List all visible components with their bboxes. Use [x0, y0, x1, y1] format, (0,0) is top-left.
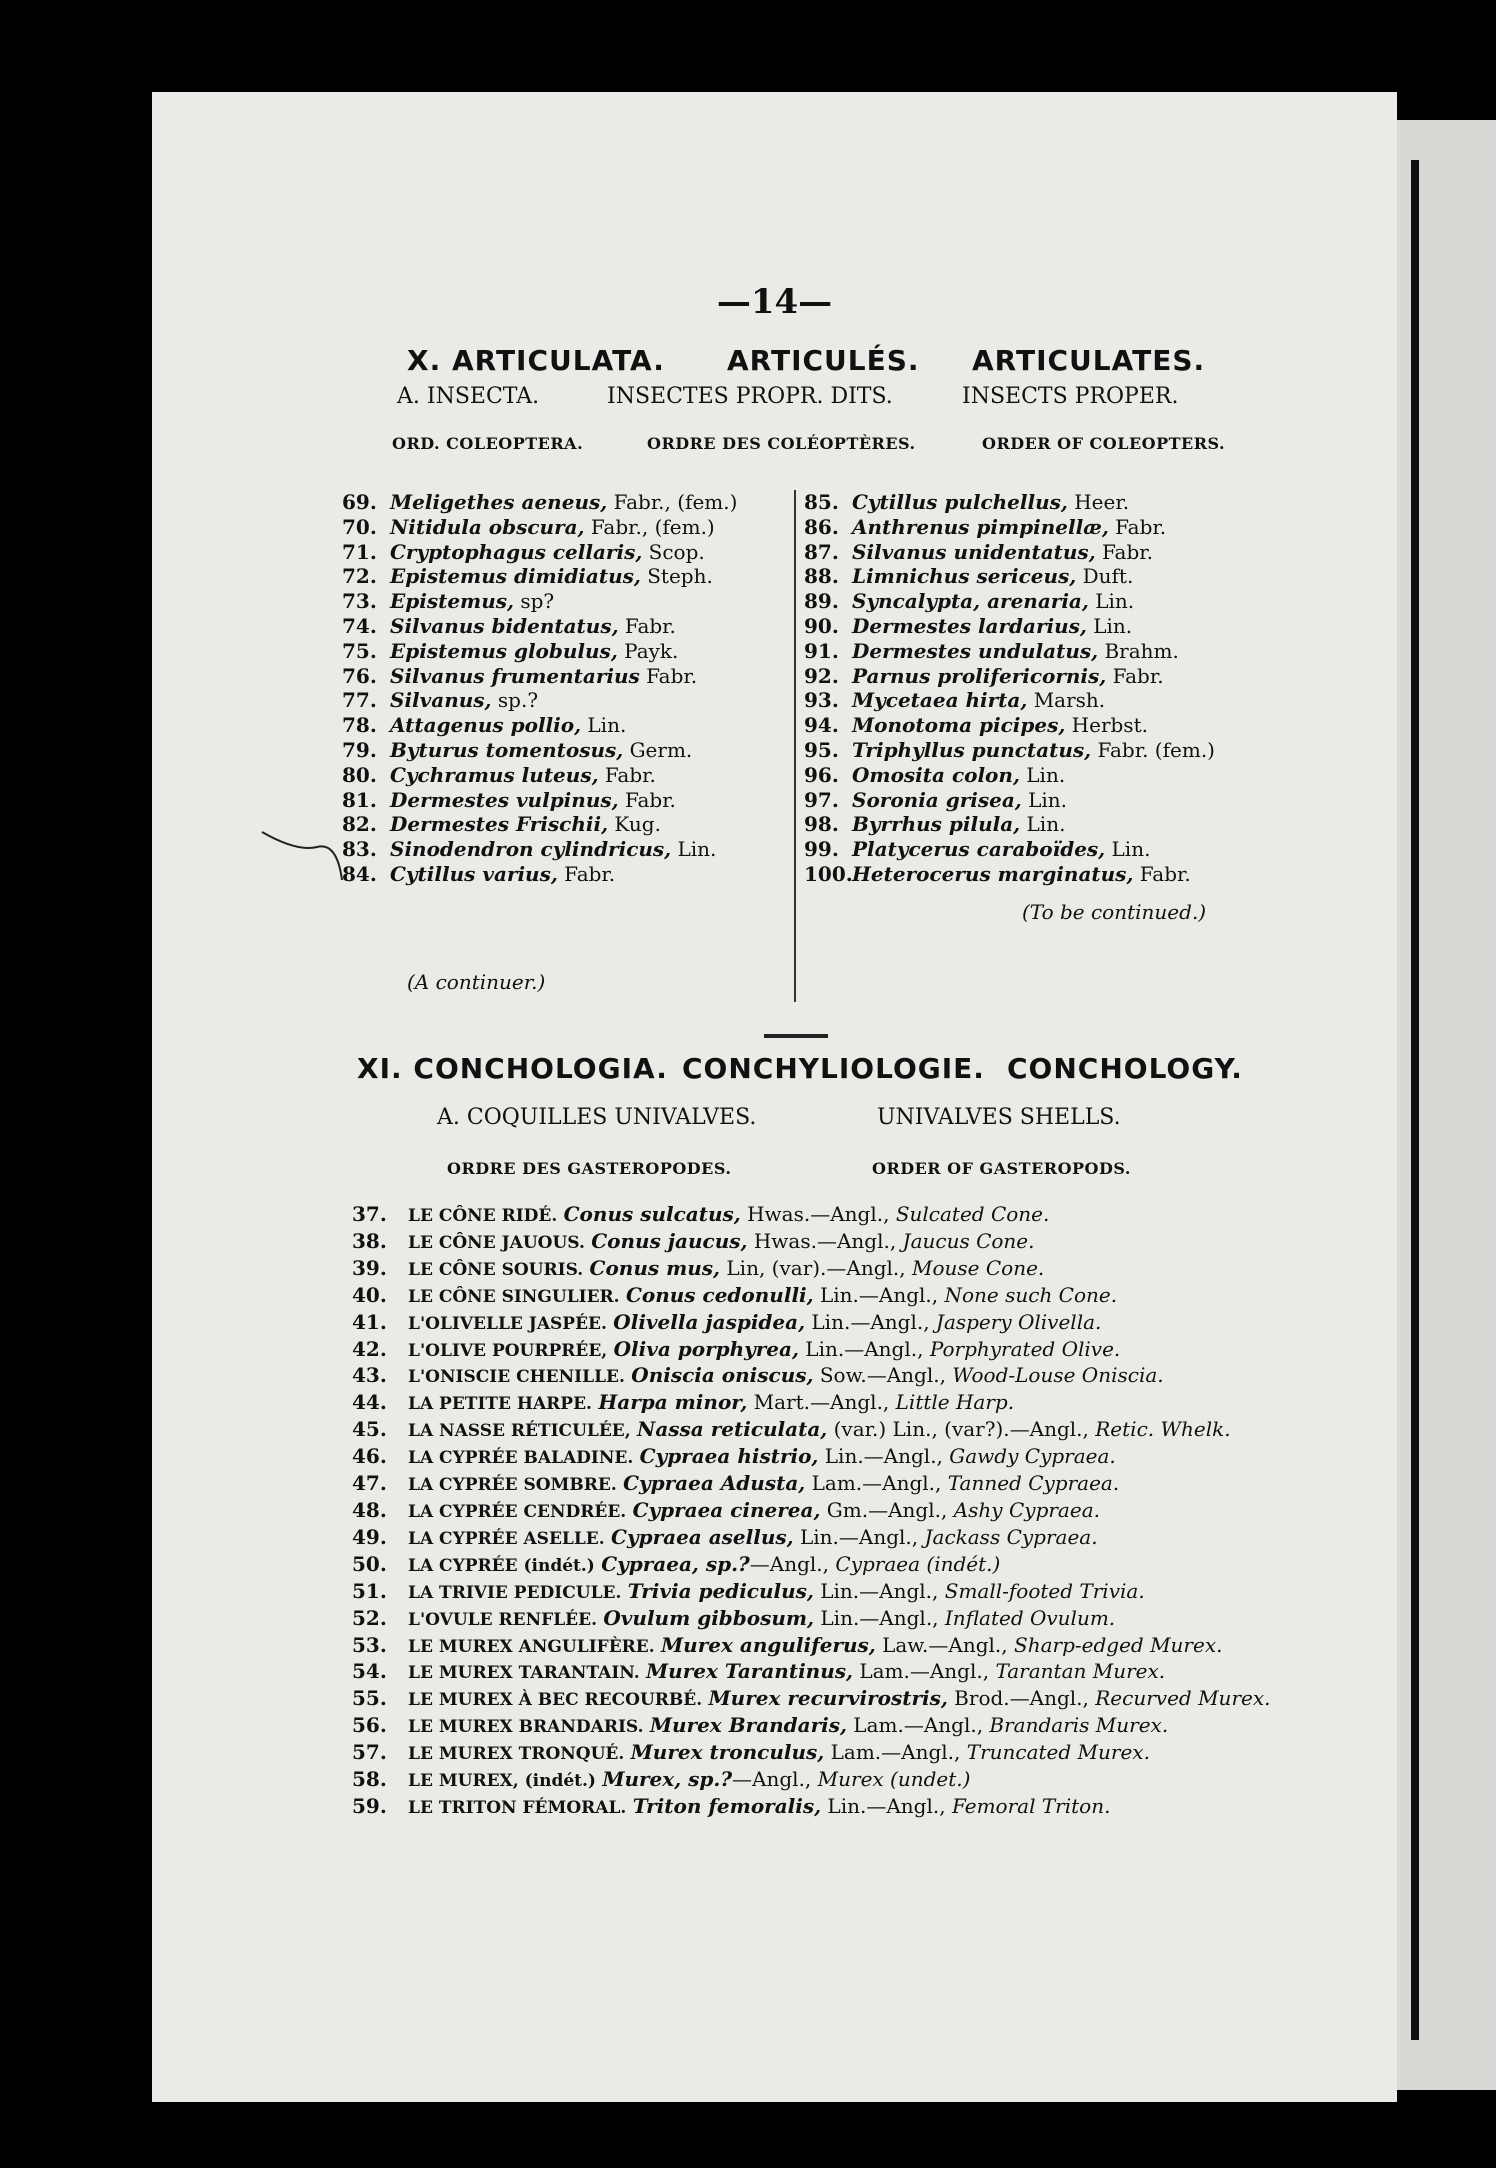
species-author: Fabr., (fem.) [607, 490, 738, 514]
latin-name: Cypraea histrio, [639, 1444, 819, 1469]
species-name: Silvanus frumentarius [390, 663, 640, 688]
species-author: Lin. [1088, 589, 1135, 614]
section-x-title-latin: X. ARTICULATA. [407, 344, 665, 377]
adjacent-page-edge [1397, 120, 1496, 2090]
species-author: Lin. [671, 837, 717, 862]
list-item [352, 1202, 1270, 1229]
species-author: Fabr. [557, 861, 616, 886]
list-item [352, 1229, 1270, 1256]
list-item [342, 490, 737, 515]
species-author: Fabr. [639, 663, 698, 688]
species-name: Epistemus, [390, 589, 514, 614]
english-name: Porphyrated Olive. [929, 1336, 1121, 1361]
list-item [804, 812, 1215, 837]
entry-number: 48. [352, 1497, 387, 1522]
authority: —Angl., [749, 1551, 836, 1576]
species-author: Kug. [608, 812, 661, 837]
entry-number: 59. [352, 1793, 387, 1818]
authority: Lin.—Angl., [805, 1309, 936, 1334]
list-item [352, 1283, 1270, 1310]
species-author: Lin. [1019, 762, 1066, 787]
english-name: Recurved Murex. [1095, 1686, 1271, 1711]
binding-edge [1411, 160, 1419, 2040]
species-author: Scop. [642, 539, 705, 564]
list-item [804, 688, 1215, 713]
shells-list [352, 1202, 1270, 1821]
entry-number: 50. [352, 1551, 387, 1576]
species-name: Soronia grisea, [852, 787, 1022, 812]
section-x-order-latin: ORD. COLEOPTERA. [392, 434, 584, 453]
french-name: LE MUREX, (indét.) [408, 1771, 596, 1792]
entry-number: 39. [352, 1255, 387, 1280]
french-name: LE CÔNE JAUOUS. [408, 1232, 585, 1253]
french-name: LE CÔNE SINGULIER. [408, 1286, 620, 1307]
species-name: Epistemus dimidiatus, [390, 564, 641, 589]
entry-number: 73. [342, 589, 377, 614]
authority: —Angl., [732, 1767, 818, 1792]
french-name: L'OLIVE POURPRÉE, [408, 1340, 608, 1361]
species-author: Lin. [1020, 812, 1066, 837]
species-author: Lin. [1021, 787, 1068, 812]
species-name: Sinodendron cylindricus, [390, 837, 672, 862]
species-name: Byturus tomentosus, [390, 737, 624, 762]
entry-number: 82. [342, 812, 377, 837]
list-item [352, 1525, 1270, 1552]
list-item [342, 862, 737, 887]
list-item [352, 1552, 1270, 1579]
entry-number: 89. [804, 589, 839, 614]
authority: Lam.—Angl., [824, 1740, 967, 1765]
species-name: Omosita colon, [852, 762, 1020, 787]
species-name: Anthrenus pimpinellæ, [852, 514, 1109, 539]
species-author: Duft. [1076, 564, 1134, 589]
species-author: Heer. [1067, 490, 1130, 514]
entry-number: 75. [342, 638, 377, 663]
latin-name: Murex, sp.? [602, 1767, 733, 1792]
species-name: Limnichus sericeus, [852, 564, 1077, 589]
list-item [352, 1794, 1270, 1821]
list-item [342, 564, 737, 589]
species-name: Parnus prolifericornis, [852, 663, 1107, 688]
species-name: Monotoma picipes, [852, 713, 1066, 738]
entry-number: 74. [342, 613, 377, 638]
latin-name: Conus jaucus, [591, 1228, 748, 1253]
entry-number: 85. [804, 490, 839, 514]
insects-left-column [342, 490, 737, 887]
english-name: Ashy Cypraea. [953, 1497, 1100, 1522]
english-name: None such Cone. [944, 1282, 1118, 1307]
latin-name: Murex Tarantinus, [646, 1659, 853, 1684]
species-author: Steph. [640, 564, 713, 589]
entry-number: 76. [342, 663, 377, 688]
list-item [342, 713, 737, 738]
authority: Hwas.—Angl., [740, 1202, 896, 1226]
english-name: Cypraea (indét.) [835, 1551, 1001, 1576]
list-item [342, 738, 737, 763]
latin-name: Cypraea cinerea, [632, 1497, 821, 1522]
list-item [342, 763, 737, 788]
english-name: Mouse Cone. [912, 1255, 1045, 1280]
french-name: LE CÔNE RIDÉ. [408, 1206, 558, 1226]
authority: Lin.—Angl., [813, 1282, 945, 1307]
list-item [342, 812, 737, 837]
english-name: Femoral Triton. [951, 1793, 1111, 1818]
species-name: Dermestes undulatus, [852, 638, 1099, 663]
french-name: LA TRIVIE PEDICULE. [408, 1582, 622, 1603]
section-xi-order-en: ORDER OF GASTEROPODS. [872, 1159, 1131, 1178]
entry-number: 80. [342, 762, 377, 787]
list-item [804, 664, 1215, 689]
entry-number: 55. [352, 1686, 387, 1711]
list-item [342, 837, 737, 862]
entry-number: 94. [804, 713, 839, 738]
entry-number: 44. [352, 1390, 387, 1415]
section-xi-sub-fr: A. COQUILLES UNIVALVES. [437, 1105, 757, 1130]
entry-number: 52. [352, 1605, 387, 1630]
section-x-sub-en: INSECTS PROPER. [962, 384, 1179, 409]
french-name: LA CYPRÉE SOMBRE. [408, 1475, 617, 1496]
species-name: Silvanus bidentatus, [390, 613, 619, 638]
species-author: Fabr. [618, 787, 676, 812]
list-item [352, 1310, 1270, 1337]
species-name: Cryptophagus cellaris, [390, 539, 643, 564]
list-item [352, 1444, 1270, 1471]
authority: Lam.—Angl., [852, 1659, 996, 1684]
continue-note-fr: (A continuer.) [407, 970, 546, 994]
list-item [352, 1686, 1270, 1713]
section-x-title-en: ARTICULATES. [972, 344, 1206, 377]
list-item [352, 1740, 1270, 1767]
latin-name: Murex anguliferus, [661, 1632, 876, 1657]
list-item [352, 1363, 1270, 1390]
species-author: Fabr. [1133, 861, 1191, 886]
entry-number: 86. [804, 514, 839, 539]
latin-name: Harpa minor, [598, 1390, 748, 1415]
french-name: LE CÔNE SOURIS. [408, 1259, 584, 1280]
entry-number: 72. [342, 564, 377, 589]
entry-number: 38. [352, 1228, 387, 1253]
section-x-order-fr: ORDRE DES COLÉOPTÈRES. [647, 434, 916, 453]
list-item [352, 1256, 1270, 1283]
section-x-sub-fr: INSECTES PROPR. DITS. [607, 384, 893, 409]
french-name: LA CYPRÉE BALADINE. [408, 1448, 634, 1469]
species-name: Platycerus caraboïdes, [852, 837, 1106, 862]
entry-number: 84. [342, 861, 377, 886]
entry-number: 97. [804, 787, 839, 812]
species-author: Fabr. [1095, 539, 1153, 564]
list-item [804, 862, 1215, 887]
list-item [352, 1417, 1270, 1444]
french-name: LE MUREX ANGULIFÈRE. [408, 1636, 655, 1657]
species-name: Dermestes vulpinus, [390, 787, 619, 812]
latin-name: Murex recurvirostris, [708, 1686, 948, 1711]
list-item [352, 1606, 1270, 1633]
species-name: Heterocerus marginatus, [852, 861, 1134, 886]
english-name: Gawdy Cypraea. [949, 1444, 1116, 1469]
english-name: Tarantan Murex. [995, 1659, 1166, 1684]
entry-number: 57. [352, 1740, 387, 1765]
continue-note-en: (To be continued.) [1022, 900, 1207, 924]
latin-name: Ovulum gibbosum, [603, 1605, 815, 1630]
entry-number: 49. [352, 1524, 387, 1549]
section-xi-title-fr: CONCHYLIOLOGIE. [682, 1052, 985, 1085]
section-xi-title-en: CONCHOLOGY. [1007, 1052, 1243, 1085]
section-divider [764, 1034, 828, 1038]
latin-name: Triton femoralis, [632, 1793, 822, 1818]
authority: Lin, (var).—Angl., [720, 1255, 913, 1280]
french-name: L'ONISCIE CHENILLE. [408, 1367, 625, 1388]
english-name: Inflated Ovulum. [944, 1605, 1116, 1630]
latin-name: Conus mus, [589, 1255, 721, 1280]
entry-number: 40. [352, 1282, 387, 1307]
species-name: Epistemus globulus, [390, 638, 618, 663]
authority: Law.—Angl., [875, 1632, 1014, 1657]
species-author: Fabr. (fem.) [1091, 737, 1215, 762]
english-name: Tanned Cypraea. [947, 1471, 1120, 1496]
entry-number: 83. [342, 837, 377, 862]
list-item [352, 1713, 1270, 1740]
list-item [342, 788, 737, 813]
latin-name: Olivella jaspidea, [613, 1309, 806, 1334]
latin-name: Cypraea, sp.? [601, 1551, 750, 1576]
species-name: Mycetaea hirta, [852, 688, 1028, 713]
species-name: Dermestes lardarius, [852, 613, 1087, 638]
entry-number: 99. [804, 837, 839, 862]
authority: (var.) Lin., (var?).—Angl., [827, 1417, 1096, 1442]
authority: Lin.—Angl., [818, 1444, 950, 1469]
entry-number: 42. [352, 1336, 387, 1361]
species-name: Byrrhus pilula, [852, 812, 1021, 837]
list-item [342, 639, 737, 664]
species-author: sp? [513, 589, 555, 614]
latin-name: Cypraea Adusta, [623, 1471, 806, 1496]
entry-number: 95. [804, 737, 839, 762]
list-item [352, 1390, 1270, 1417]
list-item [342, 540, 737, 565]
list-item [342, 688, 737, 713]
english-name: Jaucus Cone. [902, 1228, 1035, 1253]
entry-number: 93. [804, 688, 839, 713]
latin-name: Nassa reticulata, [637, 1417, 828, 1442]
latin-name: Oliva porphyrea, [613, 1336, 799, 1361]
entry-number: 100. [804, 861, 853, 886]
entry-number: 92. [804, 663, 839, 688]
species-author: Payk. [617, 638, 679, 663]
list-item [804, 614, 1215, 639]
species-name: Cytillus varius, [390, 861, 558, 886]
entry-number: 79. [342, 737, 377, 762]
entry-number: 91. [804, 638, 839, 663]
english-name: Murex (undet.) [817, 1767, 971, 1792]
entry-number: 45. [352, 1417, 387, 1442]
entry-number: 77. [342, 688, 377, 713]
french-name: LE MUREX BRANDARIS. [408, 1717, 644, 1738]
species-author: Herbst. [1065, 713, 1148, 738]
species-author: Fabr. [1108, 514, 1167, 539]
entry-number: 43. [352, 1363, 387, 1388]
authority: Lam.—Angl., [805, 1471, 948, 1496]
species-author: Fabr. [618, 613, 676, 638]
french-name: LA CYPRÉE (indét.) [408, 1555, 595, 1576]
list-item [342, 589, 737, 614]
section-xi-title-latin: XI. CONCHOLOGIA. [357, 1052, 668, 1085]
entry-number: 78. [342, 713, 377, 738]
english-name: Jackass Cypraea. [924, 1524, 1098, 1549]
list-item [352, 1471, 1270, 1498]
species-author: Brahm. [1098, 638, 1179, 663]
list-item [352, 1633, 1270, 1660]
species-name: Meligethes aeneus, [390, 490, 608, 514]
entry-number: 46. [352, 1444, 387, 1469]
species-author: Germ. [623, 737, 693, 762]
species-name: Cychramus luteus, [390, 762, 599, 787]
list-item [804, 564, 1215, 589]
species-name: Cytillus pulchellus, [852, 490, 1068, 514]
french-name: L'OLIVELLE JASPÉE. [408, 1313, 607, 1334]
section-x-order-en: ORDER OF COLEOPTERS. [982, 434, 1226, 453]
latin-name: Trivia pediculus, [627, 1578, 814, 1603]
entry-number: 98. [804, 812, 839, 837]
entry-number: 47. [352, 1471, 387, 1496]
list-item [352, 1498, 1270, 1525]
section-x-sub-latin: A. INSECTA. [397, 384, 540, 409]
list-item [804, 540, 1215, 565]
species-name: Syncalypta, arenaria, [852, 589, 1089, 614]
latin-name: Conus cedonulli, [625, 1282, 814, 1307]
list-item [804, 515, 1215, 540]
species-name: Silvanus, [390, 688, 492, 713]
list-item [352, 1579, 1270, 1606]
latin-name: Murex tronculus, [630, 1740, 825, 1765]
list-item [342, 614, 737, 639]
latin-name: Cypraea asellus, [611, 1524, 794, 1549]
entry-number: 51. [352, 1578, 387, 1603]
authority: Hwas.—Angl., [747, 1228, 903, 1253]
authority: Mart.—Angl., [747, 1390, 896, 1415]
section-xi-order-fr: ORDRE DES GASTEROPODES. [447, 1159, 732, 1178]
species-name: Nitidula obscura, [390, 514, 585, 539]
authority: Lin.—Angl., [821, 1793, 952, 1818]
list-item [804, 837, 1215, 862]
english-name: Small-footed Trivia. [944, 1578, 1145, 1603]
english-name: Wood-Louse Oniscia. [952, 1363, 1164, 1388]
species-author: Lin. [1105, 837, 1151, 862]
authority: Brod.—Angl., [947, 1686, 1096, 1711]
english-name: Truncated Murex. [966, 1740, 1150, 1765]
list-item [342, 515, 737, 540]
document-page [152, 92, 1397, 2102]
entry-number: 81. [342, 787, 377, 812]
english-name: Retic. Whelk. [1095, 1417, 1231, 1442]
species-name: Attagenus pollio, [390, 713, 582, 738]
entry-number: 96. [804, 762, 839, 787]
list-item [804, 639, 1215, 664]
species-author: Fabr. [598, 762, 656, 787]
authority: Gm.—Angl., [820, 1497, 954, 1522]
list-item [804, 738, 1215, 763]
entry-number: 88. [804, 564, 839, 589]
entry-number: 58. [352, 1767, 387, 1792]
entry-number: 70. [342, 514, 377, 539]
insects-right-column [804, 490, 1215, 887]
species-author: Lin. [581, 713, 627, 738]
section-xi-sub-en: UNIVALVES SHELLS. [877, 1105, 1121, 1130]
english-name: Sharp-edged Murex. [1014, 1632, 1223, 1657]
english-name: Jaspery Olivella. [935, 1309, 1102, 1334]
french-name: L'OVULE RENFLÉE. [408, 1609, 597, 1630]
species-author: Fabr., (fem.) [584, 514, 715, 539]
authority: Lin.—Angl., [813, 1578, 945, 1603]
french-name: LE MUREX TARANTAIN. [408, 1663, 640, 1684]
species-author: Fabr. [1106, 663, 1164, 688]
list-item [804, 713, 1215, 738]
list-item [352, 1337, 1270, 1364]
entry-number: 90. [804, 613, 839, 638]
list-item [804, 589, 1215, 614]
list-item [804, 490, 1215, 515]
entry-number: 37. [352, 1202, 387, 1226]
entry-number: 71. [342, 539, 377, 564]
column-divider [794, 490, 796, 1002]
list-item [342, 664, 737, 689]
english-name: Brandaris Murex. [989, 1713, 1169, 1738]
entry-number: 41. [352, 1309, 387, 1334]
species-name: Dermestes Frischii, [390, 812, 609, 837]
species-name: Triphyllus punctatus, [852, 737, 1092, 762]
entry-number: 69. [342, 490, 377, 514]
latin-name: Conus sulcatus, [563, 1202, 741, 1226]
french-name: LE TRITON FÉMORAL. [408, 1797, 627, 1818]
list-item [352, 1767, 1270, 1794]
entry-number: 54. [352, 1659, 387, 1684]
list-item [804, 763, 1215, 788]
list-item [352, 1659, 1270, 1686]
list-item [804, 788, 1215, 813]
french-name: LA NASSE RÉTICULÉE, [408, 1421, 631, 1442]
authority: Lin.—Angl., [798, 1336, 930, 1361]
page-number: —14— [716, 282, 833, 322]
species-name: Silvanus unidentatus, [852, 539, 1096, 564]
english-name: Sulcated Cone. [895, 1202, 1050, 1226]
latin-name: Murex Brandaris, [649, 1713, 847, 1738]
latin-name: Oniscia oniscus, [631, 1363, 814, 1388]
species-author: Lin. [1086, 613, 1133, 638]
french-name: LA PETITE HARPE. [408, 1394, 592, 1415]
pencil-tick-mark [257, 792, 347, 882]
entry-number: 53. [352, 1632, 387, 1657]
authority: Lin.—Angl., [814, 1605, 945, 1630]
authority: Lin.—Angl., [793, 1524, 925, 1549]
french-name: LA CYPRÉE CENDRÉE. [408, 1501, 627, 1522]
species-author: sp.? [491, 688, 539, 713]
entry-number: 56. [352, 1713, 387, 1738]
entry-number: 87. [804, 539, 839, 564]
english-name: Little Harp. [895, 1390, 1015, 1415]
authority: Lam.—Angl., [846, 1713, 990, 1738]
section-x-title-fr: ARTICULÉS. [727, 344, 920, 377]
french-name: LA CYPRÉE ASELLE. [408, 1528, 605, 1549]
species-author: Marsh. [1027, 688, 1106, 713]
french-name: LE MUREX TRONQUÉ. [408, 1744, 625, 1765]
french-name: LE MUREX À BEC RECOURBÉ. [408, 1690, 703, 1711]
authority: Sow.—Angl., [813, 1363, 953, 1388]
